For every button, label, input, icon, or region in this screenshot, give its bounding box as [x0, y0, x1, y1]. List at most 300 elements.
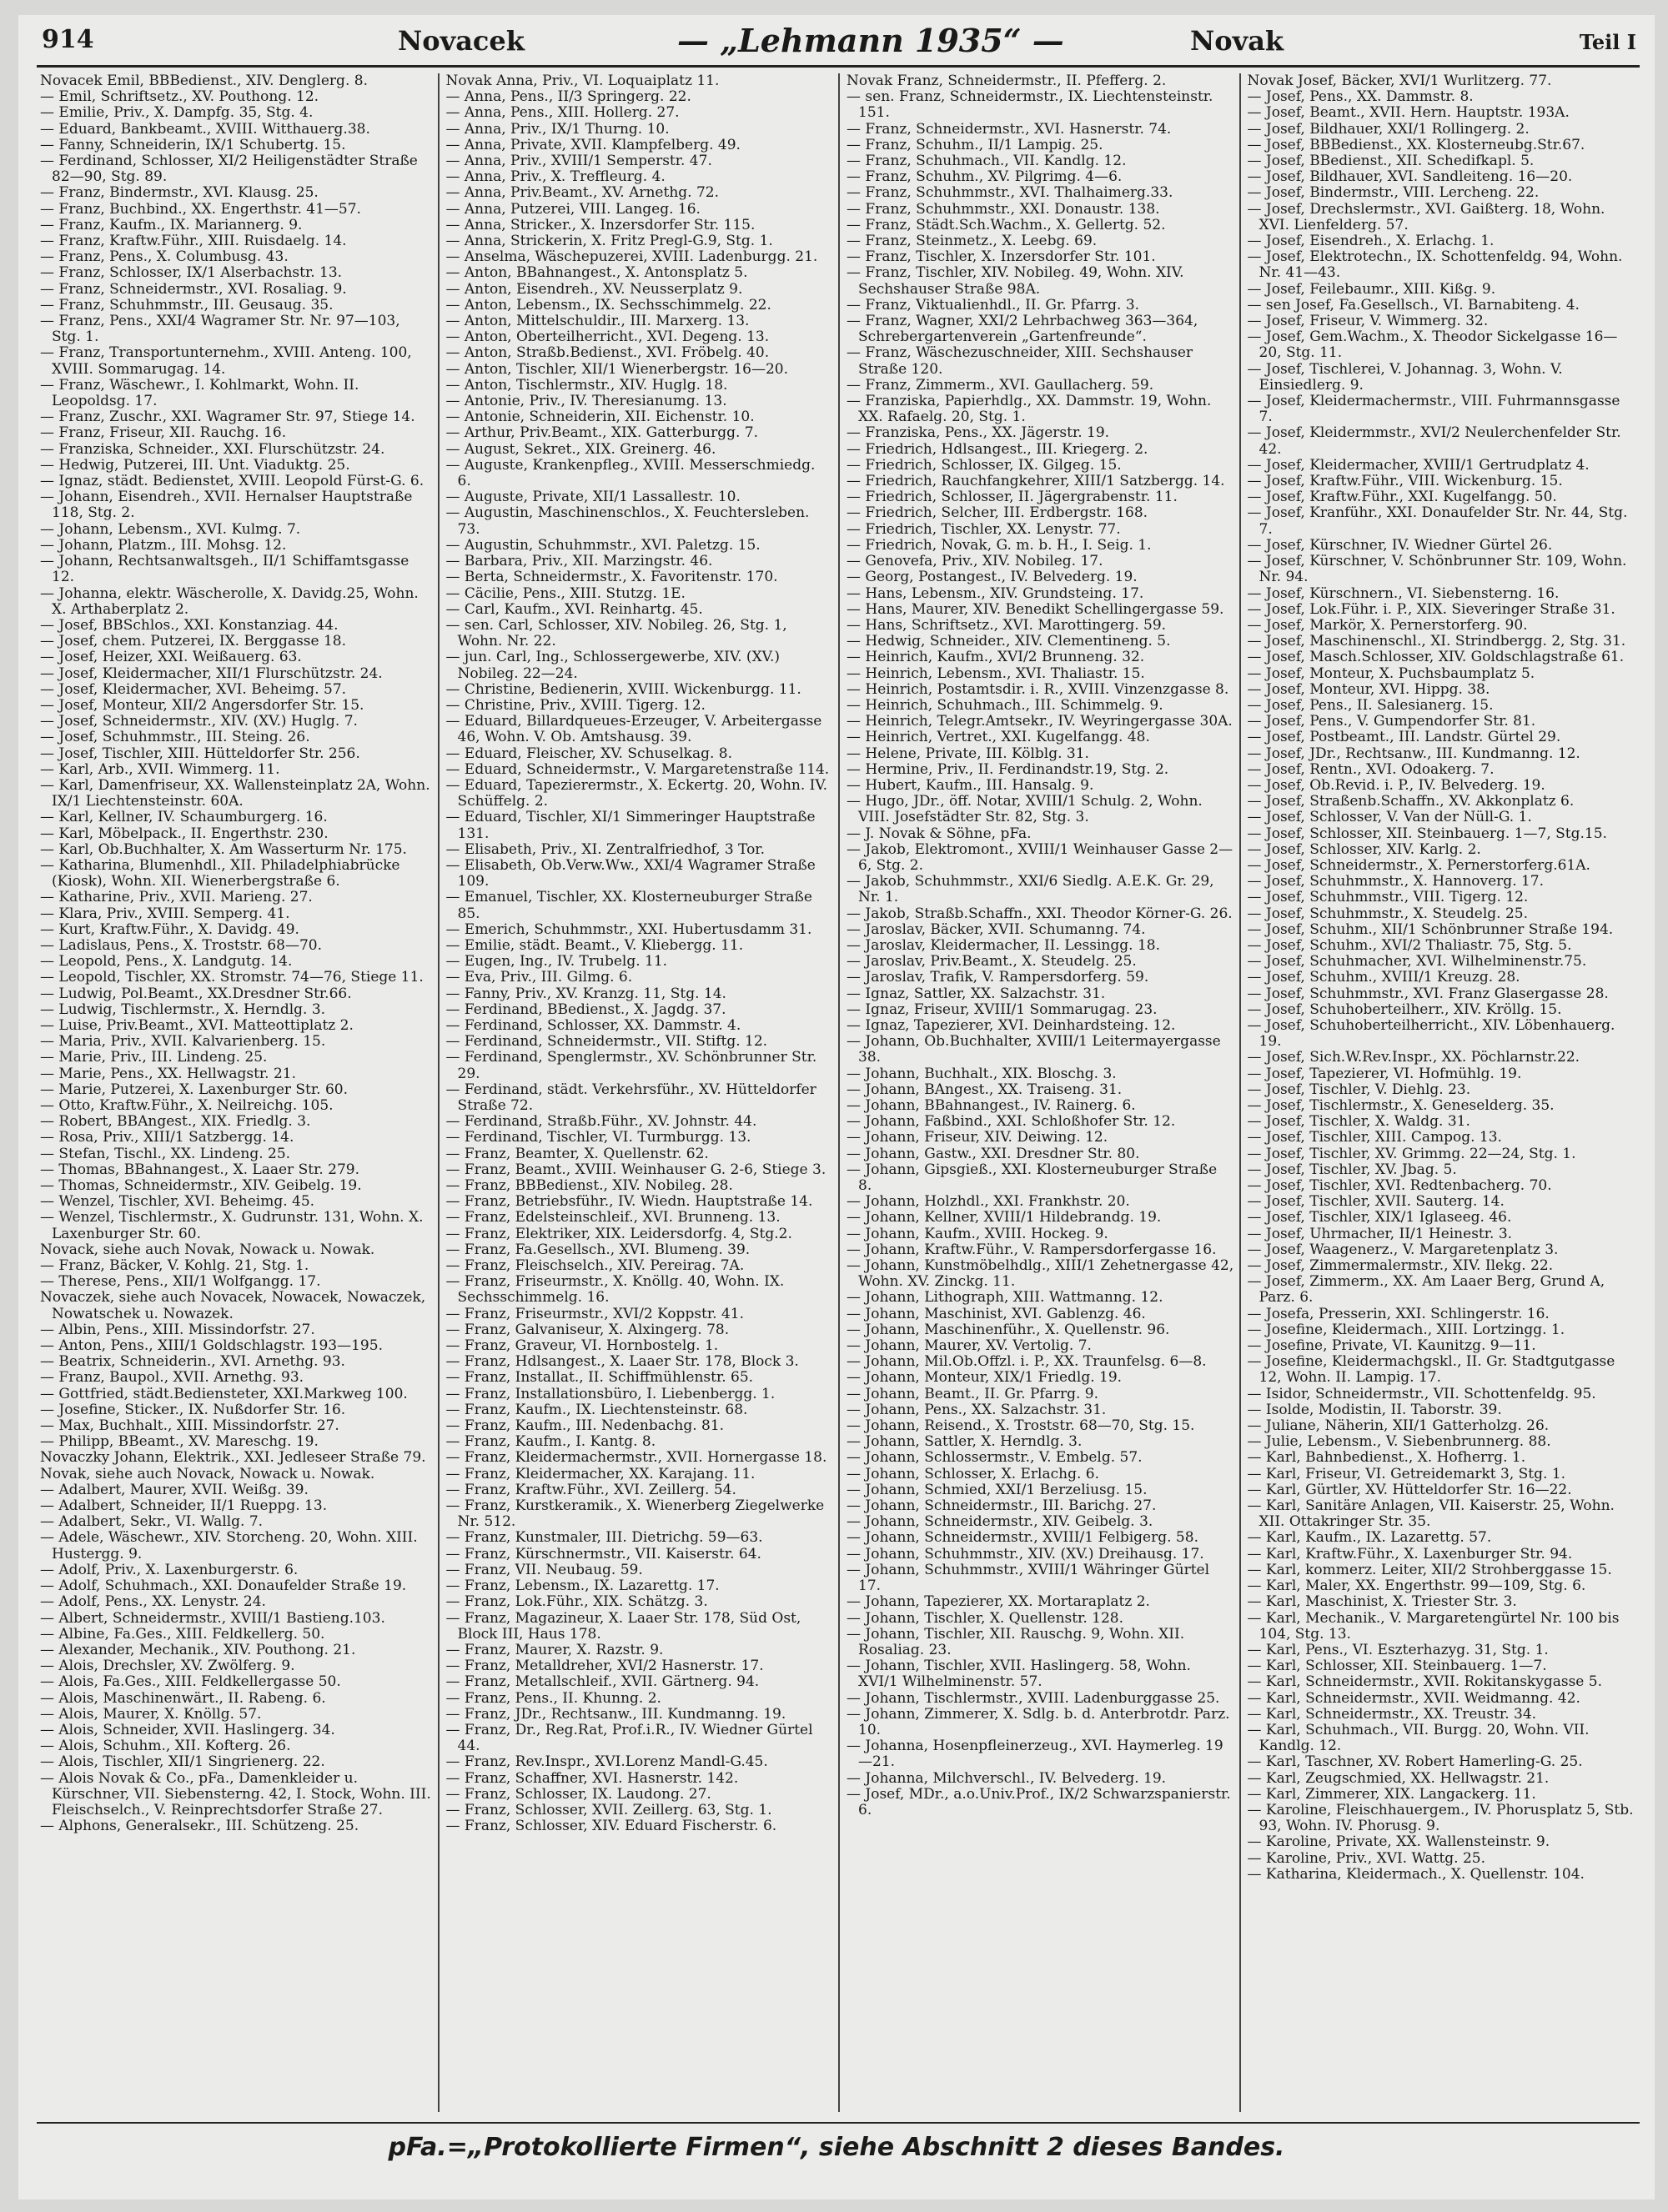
directory-entry: — Johann, Schneidermstr., XVIII/1 Felbigerg. 58.: [847, 1529, 1198, 1547]
directory-entry: — Karl, Sanitäre Anlagen, VII. Kaiserstr. 25, Wohn. XII. Ottakringer Str. 35.: [1247, 1497, 1615, 1531]
directory-entry: — Josef, Tischler, XV. Grimmg. 22—24, Stg. 1.: [1247, 1145, 1576, 1162]
directory-entry: — Alphons, Generalsekr., III. Schützeng. 25.: [40, 1818, 359, 1835]
directory-entry: — Johann, Kunstmöbelhdlg., XIII/1 Zehetnergasse 42, Wohn. XV. Zinckg. 11.: [847, 1257, 1234, 1291]
directory-entry: — Johann, Friseur, XIV. Deiwing. 12.: [847, 1129, 1108, 1146]
directory-entry: — Franz, Transportunternehm., XVIII. Anteng. 100, XVIII. Sommarugag. 14.: [40, 344, 412, 378]
directory-entry: — Gottfried, städt.Bediensteter, XXI.Markweg 100.: [40, 1385, 408, 1402]
directory-entry: Novacek Emil, BBBedienst., XIV. Denglerg. 8.: [40, 73, 368, 89]
directory-entry: — Josef, Schuhoberteilherr., XIV. Kröllg. 15.: [1247, 1001, 1562, 1018]
directory-entry: — Thomas, Schneidermstr., XIV. Geibelg. 19.: [40, 1177, 362, 1195]
directory-entry: — Franz, Schneidermstr., XVI. Rosaliag. 9.: [40, 280, 347, 298]
directory-entry: — Franz, Bindermstr., XVI. Klausg. 25.: [40, 184, 319, 202]
directory-entry: — Anton, Tischlermstr., XIV. Huglg. 18.: [445, 376, 728, 394]
directory-entry: — Ignaz, städt. Bedienstet, XVIII. Leopold Fürst-G. 6.: [40, 473, 425, 490]
directory-entry: — Franz, Fa.Gesellsch., XVI. Blumeng. 39.: [445, 1241, 751, 1258]
directory-entry: — Jakob, Elektromont., XVIII/1 Weinhauser Gasse 2—6, Stg. 2.: [847, 840, 1233, 874]
directory-entry: — Eduard, Fleischer, XV. Schuselkag. 8.: [445, 745, 732, 762]
directory-entry: — Johanna, elektr. Wäscherolle, X. Davidg.25, Wohn. X. Arthaberplatz 2.: [40, 584, 419, 618]
directory-entry: — Johann, Tischler, XII. Rauschg. 9, Wohn. XII. Rosaliag. 23.: [847, 1625, 1185, 1658]
directory-entry: — Josef, Uhrmacher, II/1 Heinestr. 3.: [1247, 1225, 1513, 1242]
column-4: [1239, 73, 1640, 2112]
directory-entry: — Josef, Masch.Schlosser, XIV. Goldschlagstraße 61.: [1247, 649, 1625, 666]
directory-entry: — Emanuel, Tischler, XX. Klosterneuburger Straße 85.: [445, 889, 812, 922]
directory-entry: Novak Josef, Bäcker, XVI/1 Wurlitzerg. 77.: [1247, 73, 1552, 89]
directory-entry: — Cäcilie, Pens., XIII. Stutzg. 1E.: [445, 584, 686, 602]
directory-entry: — Josef, Tischler, XVI. Redtenbacherg. 70.: [1247, 1177, 1552, 1195]
directory-entry: — Anton, Eisendreh., XV. Neusserplatz 9.: [445, 280, 743, 298]
directory-entry: — Josef, Elektrotechn., IX. Schottenfeldg. 94, Wohn. Nr. 41—43.: [1247, 248, 1623, 282]
directory-entry: — Eduard, Schneidermstr., V. Margaretenstraße 114.: [445, 760, 830, 778]
directory-entry: — Franz, Kaufm., I. Kantg. 8.: [445, 1433, 656, 1451]
directory-entry: — Jaroslav, Bäcker, XVII. Schumanng. 74.: [847, 920, 1146, 938]
directory-entry: — Jakob, Schuhmmstr., XXI/6 Siedlg. A.E.K. Gr. 29, Nr. 1.: [847, 873, 1214, 906]
directory-entry: — Katharine, Priv., XVII. Marieng. 27.: [40, 889, 313, 906]
directory-entry: — Franz, Beamter, X. Quellenstr. 62.: [445, 1145, 709, 1162]
directory-entry: — Therese, Pens., XII/1 Wolfgangg. 17.: [40, 1273, 321, 1291]
directory-entry: — Karl, Kraftw.Führ., X. Laxenburger Str. 94.: [1247, 1545, 1573, 1562]
directory-entry: — Johann, Pens., XX. Salzachstr. 31.: [847, 1401, 1107, 1418]
directory-entry: — Josef, Bildhauer, XVI. Sandleiteng. 16—20.: [1247, 168, 1573, 186]
directory-entry: — Augustin, Maschinenschlos., X. Feuchtersleben. 73.: [445, 504, 810, 538]
directory-entry: — Jaroslav, Kleidermacher, II. Lessingg. 18.: [847, 936, 1160, 954]
directory-entry: — Franz, Steinmetz., X. Leebg. 69.: [847, 233, 1098, 250]
directory-entry: — Franz, Schuhm., II/1 Lampig. 25.: [847, 136, 1103, 153]
directory-entry: — Josef, Bildhauer, XXI/1 Rollingerg. 2.: [1247, 120, 1530, 138]
directory-entry: — Eduard, Tapezierermstr., X. Eckertg. 20, Wohn. IV. Schüffelg. 2.: [445, 776, 828, 810]
directory-entry: — Josef, MDr., a.o.Univ.Prof., IX/2 Schwarzspanierstr. 6.: [847, 1785, 1231, 1818]
directory-entry: — Johann, Maurer, XV. Vertolig. 7.: [847, 1337, 1092, 1355]
directory-entry: — sen. Carl, Schlosser, XIV. Nobileg. 26, Stg. 1, Wohn. Nr. 22.: [445, 616, 787, 650]
directory-entry: — Anna, Priv., XVIII/1 Semperstr. 47.: [445, 153, 712, 170]
directory-entry: — Karl, Zimmerer, XIX. Langackerg. 11.: [1247, 1785, 1536, 1803]
directory-entry: — Franz, Zimmerm., XVI. Gaullacherg. 59.: [847, 376, 1154, 394]
directory-entry: — Alois, Drechsler, XV. Zwölferg. 9.: [40, 1658, 295, 1675]
directory-entry: — Friedrich, Rauchfangkehrer, XIII/1 Satzbergg. 14.: [847, 473, 1225, 490]
directory-entry: — Karl, Taschner, XV. Robert Hamerling-G. 25.: [1247, 1753, 1583, 1771]
directory-entry: — Josef, Tischlerei, V. Johannag. 3, Wohn. V. Einsiedlerg. 9.: [1247, 360, 1563, 394]
directory-entry: — Anna, Priv., IX/1 Thurng. 10.: [445, 120, 670, 138]
directory-entry: — Arthur, Priv.Beamt., XIX. Gatterburgg. 7.: [445, 424, 758, 442]
directory-entry: — Katharina, Kleidermach., X. Quellenstr. 104.: [1247, 1865, 1585, 1883]
directory-entry: — Ferdinand, Straßb.Führ., XV. Johnstr. 44.: [445, 1113, 757, 1131]
column-1: [37, 73, 438, 2112]
directory-entry: — jun. Carl, Ing., Schlossergewerbe, XIV. (XV.) Nobileg. 22—24.: [445, 649, 781, 682]
directory-entry: — Franz, Maurer, X. Razstr. 9.: [445, 1641, 664, 1658]
header-rule: [37, 65, 1640, 68]
directory-entry: — Franz, Rev.Inspr., XVI.Lorenz Mandl-G.45.: [445, 1753, 768, 1771]
directory-entry: — Berta, Schneidermstr., X. Favoritenstr. 170.: [445, 569, 778, 586]
directory-entry: — Josef, Rentn., XVI. Odoakerg. 7.: [1247, 760, 1495, 778]
directory-entry: — Wenzel, Tischlermstr., X. Gudrunstr. 131, Wohn. X. Laxenburger Str. 60.: [40, 1209, 424, 1242]
directory-entry: — Johann, Gipsgieß., XXI. Klosterneuburger Straße 8.: [847, 1161, 1218, 1195]
directory-entry: — Josef, JDr., Rechtsanw., III. Kundmanng. 12.: [1247, 745, 1580, 762]
directory-entry: — Josef, Tischler, XIX/1 Iglaseeg. 46.: [1247, 1209, 1512, 1226]
directory-entry: — Anton, BBahnangest., X. Antonsplatz 5.: [445, 264, 748, 282]
directory-entry: — Karl, Ob.Buchhalter, X. Am Wasserturm Nr. 175.: [40, 840, 407, 858]
directory-entry: — Johann, Gastw., XXI. Dresdner Str. 80.: [847, 1145, 1140, 1162]
directory-entry: — Josef, Gem.Wachm., X. Theodor Sickelgasse 16—20, Stg. 11.: [1247, 329, 1618, 362]
directory-entry: — Karl, Möbelpack., II. Engerthstr. 230.: [40, 825, 329, 842]
directory-entry: — Franz, JDr., Rechtsanw., III. Kundmanng. 19.: [445, 1705, 786, 1723]
directory-entry: — Franz, Friseurmstr., X. Knöllg. 40, Wohn. IX. Sechsschimmelg. 16.: [445, 1273, 785, 1307]
directory-entry: — Johann, Tapezierer, XX. Mortaraplatz 2.: [847, 1593, 1150, 1611]
directory-entry: — Josef, Markör, X. Pernerstorferg. 90.: [1247, 616, 1528, 634]
directory-entry: — Alois, Tischler, XII/1 Singrienerg. 22.: [40, 1753, 325, 1771]
directory-entry: — Anselma, Wäschepuzerei, XVIII. Ladenburgg. 21.: [445, 248, 818, 266]
directory-entry: — Josef, Tischlermstr., X. Geneselderg. 35.: [1247, 1097, 1555, 1114]
directory-entry: — Genovefa, Priv., XIV. Nobileg. 17.: [847, 553, 1103, 570]
directory-entry: — Hedwig, Schneider., XIV. Clementineng. 5.: [847, 633, 1171, 650]
directory-entry: — Karl, Maschinist, X. Triester Str. 3.: [1247, 1593, 1517, 1611]
directory-entry: — Anton, Oberteilherricht., XVI. Degeng. 13.: [445, 329, 770, 346]
directory-entry: — Adolf, Priv., X. Laxenburgerstr. 6.: [40, 1561, 299, 1578]
directory-entry: — Josef, BBSchlos., XXI. Konstanziag. 44.: [40, 616, 339, 634]
directory-entry: — Franz, Wagner, XXI/2 Lehrbachweg 363—364, Schrebergartenverein „Gartenfreunde“.: [847, 313, 1198, 346]
directory-entry: — Josef, Kleidermacher, XII/1 Flurschützstr. 24.: [40, 665, 383, 682]
directory-entry: — Franz, Schlosser, IX/1 Alserbachstr. 13.: [40, 264, 343, 282]
directory-entry: — Franz, Schuhm., XV. Pilgrimg. 4—6.: [847, 168, 1123, 186]
column-2: [438, 73, 839, 2112]
directory-entry: — Alois, Maschinenwärt., II. Rabeng. 6.: [40, 1689, 326, 1707]
directory-entry: — Ludwig, Pol.Beamt., XX.Dresdner Str.66.: [40, 985, 352, 1002]
directory-entry: — Josefine, Kleidermachgskl., II. Gr. Stadtgutgasse 12, Wohn. II. Lampig. 17.: [1247, 1353, 1615, 1387]
publication-title: — „Lehmann 1935“ —: [677, 22, 1064, 59]
directory-entry: — J. Novak & Söhne, pFa.: [847, 825, 1032, 842]
directory-entry: — Anna, Priv., X. Treffleurg. 4.: [445, 168, 666, 186]
directory-entry: — Isidor, Schneidermstr., VII. Schottenfeldg. 95.: [1247, 1385, 1596, 1402]
directory-entry: — Johann, Mil.Ob.Offzl. i. P., XX. Traunfelsg. 6—8.: [847, 1353, 1207, 1371]
directory-entry: — Johann, Kraftw.Führ., V. Rampersdorfergasse 16.: [847, 1241, 1217, 1258]
directory-entry: — Josef, Monteur, XII/2 Angersdorfer Str. 15.: [40, 696, 364, 714]
directory-entry: — Josef, Schuhmmstr., VIII. Tigerg. 12.: [1247, 889, 1529, 906]
directory-entry: Novaczek, siehe auch Novacek, Nowacek, Nowaczek, Nowatschek u. Nowazek.: [40, 1289, 426, 1322]
directory-entry: — Katharina, Blumenhdl., XII. Philadelphiabrücke (Kiosk), Wohn. XII. Wienerbergstraße 6.: [40, 856, 400, 890]
directory-entry: — Josef, Schuhm., XVIII/1 Kreuzg. 28.: [1247, 969, 1520, 986]
directory-entry: — Leopold, Pens., X. Landgutg. 14.: [40, 953, 293, 971]
directory-entry: — Josef, chem. Putzerei, IX. Berggasse 18.: [40, 633, 347, 650]
directory-entry: — Heinrich, Lebensm., XVI. Thaliastr. 15.: [847, 665, 1145, 682]
directory-entry: — Franz, Städt.Sch.Wachm., X. Gellertg. 52.: [847, 216, 1166, 233]
directory-entry: — Emilie, Priv., X. Dampfg. 35, Stg. 4.: [40, 104, 314, 122]
directory-entry: — Franz, Kürschnermstr., VII. Kaiserstr. 64.: [445, 1545, 761, 1562]
directory-entry: — Elisabeth, Priv., XI. Zentralfriedhof, 3 Tor.: [445, 840, 765, 858]
directory-entry: — Franz, Beamt., XVIII. Weinhauser G. 2-6, Stiege 3.: [445, 1161, 826, 1178]
directory-entry: — Johann, Schuhmmstr., XIV. (XV.) Dreihausg. 17.: [847, 1545, 1204, 1562]
directory-entry: — Alois, Fa.Ges., XIII. Feldkellergasse 50.: [40, 1673, 341, 1691]
directory-entry: — Franz, Schaffner, XVI. Hasnerstr. 142.: [445, 1769, 739, 1787]
directory-entry: — Karl, Schneidermstr., XVII. Weidmanng. 42.: [1247, 1689, 1580, 1707]
directory-entry: — Josef, Tapezierer, VI. Hofmühlg. 19.: [1247, 1065, 1522, 1082]
directory-entry: — Franz, Bäcker, V. Kohlg. 21, Stg. 1.: [40, 1257, 309, 1275]
directory-entry: — Johann, Schuhmmstr., XVIII/1 Währinger Gürtel 17.: [847, 1561, 1210, 1595]
directory-entry: — Robert, BBAngest., XIX. Friedlg. 3.: [40, 1113, 311, 1131]
directory-entry: — Josef, Schuhoberteilherricht., XIV. Löbenhauerg. 19.: [1247, 1016, 1615, 1051]
directory-entry: — Christine, Priv., XVIII. Tigerg. 12.: [445, 696, 706, 714]
directory-entry: — Ferdinand, Schlosser, XX. Dammstr. 4.: [445, 1016, 741, 1034]
directory-entry: — Johann, Platzm., III. Mohsg. 12.: [40, 536, 287, 554]
directory-entry: — Josef, Kürschnern., VI. Siebensterng. 16.: [1247, 584, 1560, 602]
directory-entry: — Anton, Mittelschuldir., III. Marxerg. 13.: [445, 313, 750, 330]
directory-entry: — Maria, Priv., XVII. Kalvarienberg. 15.: [40, 1033, 326, 1051]
footer-note: pFa.=„Protokollierte Firmen“, siehe Abschnitt 2 dieses Bandes.: [388, 2133, 1285, 2162]
directory-entry: — Alois, Schneider, XVII. Haslingerg. 34.: [40, 1721, 335, 1738]
directory-entry: — Friedrich, Tischler, XX. Lenystr. 77.: [847, 520, 1121, 538]
directory-entry: — Friedrich, Hdlsangest., III. Kriegerg. 2.: [847, 440, 1148, 458]
directory-entry: — Franz, Baupol., XVII. Arnethg. 93.: [40, 1369, 304, 1387]
directory-entry: — Franz, Tischler, X. Inzersdorfer Str. 101.: [847, 248, 1156, 266]
directory-entry: — Anna, Pens., XIII. Hollerg. 27.: [445, 104, 680, 122]
directory-entry: — Karl, Arb., XVII. Wimmerg. 11.: [40, 760, 280, 778]
part-label: Teil I: [1579, 30, 1636, 54]
directory-entry: — Julie, Lebensm., V. Siebenbrunnerg. 88.: [1247, 1433, 1551, 1451]
directory-entry: — Josef, Kleidermmstr., XVI/2 Neulerchenfelder Str. 42.: [1247, 424, 1621, 458]
directory-entry: — Johann, Kaufm., XVIII. Hockeg. 9.: [847, 1225, 1108, 1242]
directory-entry: — Franz, Kaufm., III. Nedenbachg. 81.: [445, 1417, 725, 1435]
directory-entry: — Josef, Beamt., XVII. Hern. Hauptstr. 193A.: [1247, 104, 1570, 122]
directory-entry: — Johann, Tischler, X. Quellenstr. 128.: [847, 1609, 1123, 1627]
directory-entry: — Anna, Stricker., X. Inzersdorfer Str. 115.: [445, 216, 756, 233]
directory-entry: — Josef, Lok.Führ. i. P., XIX. Sieveringer Straße 31.: [1247, 600, 1615, 618]
directory-entry: — Karl, Damenfriseur, XX. Wallensteinplatz 2A, Wohn. IX/1 Liechtensteinstr. 60A.: [40, 776, 430, 810]
directory-entry: — Friedrich, Novak, G. m. b. H., I. Seig. 1.: [847, 536, 1152, 554]
directory-entry: — Franz, Friseur, XII. Rauchg. 16.: [40, 424, 287, 442]
directory-entry: — Franz, Wäschewr., I. Kohlmarkt, Wohn. II. Leopoldsg. 17.: [40, 376, 359, 410]
directory-entry: — Eduard, Billardqueues-Erzeuger, V. Arbeitergasse 46, Wohn. V. Ob. Amtshausg. 39.: [445, 713, 822, 746]
directory-entry: — Jaroslav, Trafik, V. Rampersdorferg. 59.: [847, 969, 1149, 986]
directory-entry: — Johann, Sattler, X. Herndlg. 3.: [847, 1433, 1083, 1451]
directory-entry: — Emil, Schriftsetz., XV. Pouthong. 12.: [40, 88, 319, 106]
directory-entry: — Hedwig, Putzerei, III. Unt. Viaduktg. 25.: [40, 456, 350, 474]
directory-page: [18, 15, 1655, 2199]
directory-entry: — Josef, Heizer, XXI. Weißauerg. 63.: [40, 649, 302, 666]
directory-entry: — Franz, Schuhmmstr., XVI. Thalhaimerg.33.: [847, 184, 1173, 202]
directory-entry: — Josef, Schuhm., XVI/2 Thaliastr. 75, Stg. 5.: [1247, 936, 1572, 954]
directory-entry: — Johann, Schneidermstr., III. Barichg. 27.: [847, 1497, 1157, 1515]
directory-entry: — sen Josef, Fa.Gesellsch., VI. Barnabiteng. 4.: [1247, 296, 1580, 313]
directory-entry: — Ignaz, Tapezierer, XVI. Deinhardsteing. 12.: [847, 1016, 1176, 1034]
directory-entry: — Franz, Schlosser, XVII. Zeillerg. 63, Stg. 1.: [445, 1801, 772, 1818]
directory-entry: — Johann, Reisend., X. Troststr. 68—70, Stg. 15.: [847, 1417, 1195, 1435]
directory-entry: — Josef, Kleidermacher, XVI. Beheimg. 57.: [40, 680, 347, 698]
directory-entry: — Franz, Viktualienhdl., II. Gr. Pfarrg. 3.: [847, 296, 1140, 313]
directory-entry: — Josef, Tischler, XV. Jbag. 5.: [1247, 1161, 1457, 1178]
directory-entry: — Franz, Pens., XXI/4 Wagramer Str. Nr. 97—103, Stg. 1.: [40, 313, 400, 346]
right-running-head: Novak: [1190, 25, 1284, 57]
directory-entry: — Alois Novak & Co., pFa., Damenkleider u. Kürschner, VII. Siebensterng. 42, I. Stock, Wohn. III. Fleischselch., V. Reinprechtsdorfer Straße 27.: [40, 1769, 431, 1818]
directory-entry: — Josef, Schuhmmstr., III. Steing. 26.: [40, 729, 310, 746]
directory-entry: Novaczky Johann, Elektrik., XXI. Jedleseer Straße 79.: [40, 1449, 426, 1467]
directory-entry: — Josef, Friseur, V. Wimmerg. 32.: [1247, 313, 1489, 330]
directory-entry: — Marie, Priv., III. Lindeng. 25.: [40, 1049, 268, 1066]
directory-entry: — Franz, Kleidermachermstr., XVII. Hornergasse 18.: [445, 1449, 827, 1467]
directory-columns: [37, 73, 1640, 2112]
directory-entry: — Hermine, Priv., II. Ferdinandstr.19, Stg. 2.: [847, 760, 1169, 778]
directory-entry: — Franz, Kunstmaler, III. Dietrichg. 59—63.: [445, 1529, 763, 1547]
directory-entry: — Franz, Dr., Reg.Rat, Prof.i.R., IV. Wiedner Gürtel 44.: [445, 1721, 813, 1755]
directory-entry: — Karl, Bahnbedienst., X. Hofherrg. 1.: [1247, 1449, 1526, 1467]
directory-entry: — Johann, Maschinenführ., X. Quellenstr. 96.: [847, 1321, 1170, 1338]
directory-entry: — Josef, Schlosser, V. Van der Nüll-G. 1.: [1247, 809, 1532, 826]
directory-entry: — Franz, Kraftw.Führ., XVI. Zeillerg. 54.: [445, 1481, 736, 1498]
directory-entry: — Albin, Pens., XIII. Missindorfstr. 27.: [40, 1321, 315, 1338]
directory-entry: — Georg, Postangest., IV. Belvederg. 19.: [847, 569, 1138, 586]
directory-entry: — Elisabeth, Ob.Verw.Ww., XXI/4 Wagramer Straße 109.: [445, 856, 816, 890]
directory-entry: — Helene, Private, III. Kölblg. 31.: [847, 745, 1089, 762]
directory-entry: — Adalbert, Schneider, II/1 Rueppg. 13.: [40, 1497, 328, 1515]
directory-entry: — Franz, Kleidermacher, XX. Karajang. 11.: [445, 1465, 756, 1482]
directory-entry: — Karoline, Private, XX. Wallensteinstr. 9.: [1247, 1833, 1550, 1851]
directory-entry: Novak Franz, Schneidermstr., II. Pfefferg. 2.: [847, 73, 1167, 89]
directory-entry: — Karl, Kaufm., IX. Lazarettg. 57.: [1247, 1529, 1492, 1547]
directory-entry: — Franz, Wäschezuschneider, XIII. Sechshauser Straße 120.: [847, 344, 1193, 378]
directory-entry: — Klara, Priv., XVIII. Semperg. 41.: [40, 905, 290, 922]
page-number: 914: [42, 25, 94, 54]
directory-entry: — Adele, Wäschewr., XIV. Storcheng. 20, Wohn. XIII. Hustergg. 9.: [40, 1529, 418, 1562]
directory-entry: — Franziska, Papierhdlg., XX. Dammstr. 19, Wohn. XX. Rafaelg. 20, Stg. 1.: [847, 393, 1212, 426]
directory-entry: — Ferdinand, städt. Verkehrsführ., XV. Hütteldorfer Straße 72.: [445, 1081, 816, 1114]
directory-entry: — Ignaz, Friseur, XVIII/1 Sommarugag. 23.: [847, 1001, 1158, 1018]
directory-entry: — Johanna, Hosenpfleinerzeug., XVI. Haymerleg. 19—21.: [847, 1738, 1223, 1771]
directory-entry: — Emerich, Schuhmmstr., XXI. Hubertusdamm 31.: [445, 920, 812, 938]
directory-entry: — Marie, Pens., XX. Hellwagstr. 21.: [40, 1065, 296, 1082]
directory-entry: — Anna, Pens., II/3 Springerg. 22.: [445, 88, 691, 106]
directory-entry: — sen. Franz, Schneidermstr., IX. Liechtensteinstr. 151.: [847, 88, 1213, 122]
directory-entry: — Fanny, Priv., XV. Kranzg. 11, Stg. 14.: [445, 985, 726, 1002]
directory-entry: — Eduard, Bankbeamt., XVIII. Witthauerg.38.: [40, 120, 370, 138]
directory-entry: — Emilie, städt. Beamt., V. Kliebergg. 11.: [445, 936, 744, 954]
directory-entry: — Auguste, Krankenpfleg., XVIII. Messerschmiedg. 6.: [445, 456, 816, 490]
directory-entry: — Josef, Monteur, XVI. Hippg. 38.: [1247, 680, 1490, 698]
directory-entry: — Johann, Faßbind., XXI. Schloßhofer Str. 12.: [847, 1113, 1176, 1131]
directory-entry: — Franz, Schlosser, XIV. Eduard Fischerstr. 6.: [445, 1818, 777, 1835]
directory-entry: — Josef, Kürschner, V. Schönbrunner Str. 109, Wohn. Nr. 94.: [1247, 553, 1627, 586]
directory-entry: — Anna, Strickerin, X. Fritz Pregl-G.9, Stg. 1.: [445, 233, 773, 250]
directory-entry: — Ferdinand, Tischler, VI. Turmburgg. 13.: [445, 1129, 751, 1146]
directory-entry: — Franz, Kraftw.Führ., XIII. Ruisdaelg. 14.: [40, 233, 347, 250]
directory-entry: — Franz, Magazineur, X. Laaer Str. 178, Süd Ost, Block III, Haus 178.: [445, 1609, 801, 1643]
directory-entry: — Carl, Kaufm., XVI. Reinhartg. 45.: [445, 600, 703, 618]
directory-entry: — Heinrich, Kaufm., XVI/2 Brunneng. 32.: [847, 649, 1145, 666]
directory-entry: — Rosa, Priv., XIII/1 Satzbergg. 14.: [40, 1129, 294, 1146]
directory-entry: — Adalbert, Maurer, XVII. Weißg. 39.: [40, 1481, 309, 1498]
directory-entry: — Max, Buchhalt., XIII. Missindorfstr. 27.: [40, 1417, 339, 1435]
directory-entry: — Alois, Schuhm., XII. Kofterg. 26.: [40, 1738, 291, 1755]
directory-entry: — Johann, Buchhalt., XIX. Bloschg. 3.: [847, 1065, 1117, 1082]
directory-entry: — Josef, Pens., II. Salesianerg. 15.: [1247, 696, 1494, 714]
directory-entry: — Anna, Priv.Beamt., XV. Arnethg. 72.: [445, 184, 719, 202]
directory-entry: — Antonie, Priv., IV. Theresianumg. 13.: [445, 393, 727, 410]
directory-entry: — Albine, Fa.Ges., XIII. Feldkellerg. 50.: [40, 1625, 325, 1643]
directory-entry: — Anton, Straßb.Bedienst., XVI. Fröbelg. 40.: [445, 344, 770, 362]
directory-entry: — Albert, Schneidermstr., XVIII/1 Bastieng.103.: [40, 1609, 385, 1627]
directory-entry: — Kurt, Kraftw.Führ., X. Davidg. 49.: [40, 920, 299, 938]
directory-entry: — Anton, Pens., XIII/1 Goldschlagstr. 193—195.: [40, 1337, 383, 1355]
directory-entry: — Johann, Schneidermstr., XIV. Geibelg. 3.: [847, 1513, 1153, 1531]
directory-entry: — Hubert, Kaufm., III. Hansalg. 9.: [847, 776, 1094, 794]
directory-entry: — Ignaz, Sattler, XX. Salzachstr. 31.: [847, 985, 1106, 1002]
directory-entry: — Josef, Ob.Revid. i. P., IV. Belvederg. 19.: [1247, 776, 1545, 794]
directory-entry: — Fanny, Schneiderin, IX/1 Schubertg. 15.: [40, 136, 346, 153]
directory-entry: — Franz, Installat., II. Schiffmühlenstr. 65.: [445, 1369, 754, 1387]
directory-entry: — Karl, Kellner, IV. Schaumburgerg. 16.: [40, 809, 328, 826]
directory-entry: — Josef, Tischler, XIII. Campog. 13.: [1247, 1129, 1502, 1146]
directory-entry: — Johann, Beamt., II. Gr. Pfarrg. 9.: [847, 1385, 1099, 1402]
directory-entry: — Josefa, Presserin, XXI. Schlingerstr. 16.: [1247, 1305, 1550, 1322]
directory-entry: — Franz, Kaufm., IX. Mariannerg. 9.: [40, 216, 303, 233]
directory-entry: — Augustin, Schuhmmstr., XVI. Paletzg. 15.: [445, 536, 761, 554]
directory-entry: — Franziska, Pens., XX. Jägerstr. 19.: [847, 424, 1110, 442]
left-running-head: Novacek: [398, 25, 525, 57]
directory-entry: — Stefan, Tischl., XX. Lindeng. 25.: [40, 1145, 291, 1162]
directory-entry: — Josefine, Sticker., IX. Nußdorfer Str. 16.: [40, 1401, 346, 1418]
directory-entry: — Josef, Sich.W.Rev.Inspr., XX. Pöchlarnstr.22.: [1247, 1049, 1580, 1066]
directory-entry: — Josef, Kraftw.Führ., VIII. Wickenburg. 15.: [1247, 473, 1563, 490]
directory-entry: — Karl, Mechanik., V. Margaretengürtel Nr. 100 bis 104, Stg. 13.: [1247, 1609, 1620, 1643]
directory-entry: — Friedrich, Schlosser, IX. Gilgeg. 15.: [847, 456, 1122, 474]
directory-entry: — Franz, Graveur, VI. Hornbostelg. 1.: [445, 1337, 719, 1355]
directory-entry: — Franz, VII. Neubaug. 59.: [445, 1561, 643, 1578]
directory-entry: — Wenzel, Tischler, XVI. Beheimg. 45.: [40, 1193, 315, 1211]
directory-entry: — Karl, Schneidermstr., XX. Treustr. 34.: [1247, 1705, 1537, 1723]
directory-entry: — Jakob, Straßb.Schaffn., XXI. Theodor Körner-G. 26.: [847, 905, 1233, 922]
directory-entry: — Jaroslav, Priv.Beamt., X. Steudelg. 25.: [847, 953, 1137, 971]
directory-entry: — Josef, Maschinenschl., XI. Strindbergg. 2, Stg. 31.: [1247, 633, 1626, 650]
directory-entry: — Josef, Schlosser, XII. Steinbauerg. 1—7, Stg.15.: [1247, 825, 1607, 842]
directory-entry: — Josef, Pens., V. Gumpendorfer Str. 81.: [1247, 713, 1536, 730]
directory-entry: — Philipp, BBeamt., XV. Mareschg. 19.: [40, 1433, 319, 1451]
directory-entry: — Karl, Schneidermstr., XVII. Rokitanskygasse 5.: [1247, 1673, 1602, 1691]
directory-entry: — Josef, Schuhm., XII/1 Schönbrunner Straße 194.: [1247, 920, 1614, 938]
directory-entry: — Franz, BBBedienst., XIV. Nobileg. 28.: [445, 1177, 733, 1195]
directory-entry: — Karl, Schlosser, XII. Steinbauerg. 1—7.: [1247, 1658, 1547, 1675]
directory-entry: — Franz, Schlosser, IX. Laudong. 27.: [445, 1785, 711, 1803]
directory-entry: — Friedrich, Selcher, III. Erdbergstr. 168.: [847, 504, 1148, 522]
directory-entry: — Franz, Betriebsführ., IV. Wiedn. Hauptstraße 14.: [445, 1193, 813, 1211]
directory-entry: — Josef, Tischler, XIII. Hütteldorfer Str. 256.: [40, 745, 360, 762]
directory-entry: — Adolf, Pens., XX. Lenystr. 24.: [40, 1593, 266, 1611]
directory-entry: — Johann, Kellner, XVIII/1 Hildebrandg. 19.: [847, 1209, 1162, 1226]
directory-entry: — Ferdinand, Schneidermstr., VII. Stiftg. 12.: [445, 1033, 768, 1051]
directory-entry: — Otto, Kraftw.Führ., X. Neilreichg. 105.: [40, 1097, 334, 1114]
page-header: [18, 22, 1655, 63]
directory-entry: — Karoline, Priv., XVI. Wattg. 25.: [1247, 1849, 1486, 1867]
directory-entry: — Josef, Postbeamt., III. Landstr. Gürtel 29.: [1247, 729, 1561, 746]
directory-entry: — Josef, Straßenb.Schaffn., XV. Akkonplatz 6.: [1247, 793, 1575, 810]
directory-entry: — Adalbert, Sekr., VI. Wallg. 7.: [40, 1513, 264, 1531]
directory-entry: — Juliane, Näherin, XII/1 Gatterholzg. 26.: [1247, 1417, 1550, 1435]
directory-entry: — Adolf, Schuhmach., XXI. Donaufelder Straße 19.: [40, 1577, 407, 1595]
directory-entry: — Johanna, Milchverschl., IV. Belvederg. 19.: [847, 1769, 1167, 1787]
directory-entry: — Franziska, Schneider., XXI. Flurschützstr. 24.: [40, 440, 385, 458]
directory-entry: — Beatrix, Schneiderin., XVI. Arnethg. 93.: [40, 1353, 345, 1371]
directory-entry: — Franz, Pens., II. Khunng. 2.: [445, 1689, 661, 1707]
directory-entry: — Josef, Schuhmmstr., X. Hannoverg. 17.: [1247, 873, 1545, 890]
directory-entry: — Josef, BBBedienst., XX. Klosterneubg.Str.67.: [1247, 136, 1585, 153]
directory-entry: — Josef, Feilebaumr., XIII. Kißg. 9.: [1247, 280, 1496, 298]
directory-entry: — Franz, Installationsbüro, I. Liebenbergg. 1.: [445, 1385, 776, 1402]
directory-entry: — Thomas, BBahnangest., X. Laaer Str. 279.: [40, 1161, 359, 1178]
column-3: [838, 73, 1239, 2112]
directory-entry: — Hans, Maurer, XIV. Benedikt Schellingergasse 59.: [847, 600, 1224, 618]
directory-entry: — Eugen, Ing., IV. Trubelg. 11.: [445, 953, 668, 971]
directory-entry: — Isolde, Modistin, II. Taborstr. 39.: [1247, 1401, 1502, 1418]
directory-entry: — Franz, Buchbind., XX. Engerthstr. 41—57.: [40, 200, 361, 218]
directory-entry: — Ferdinand, BBedienst., X. Jagdg. 37.: [445, 1001, 726, 1018]
directory-entry: — Franz, Schuhmmstr., XXI. Donaustr. 138.: [847, 200, 1160, 218]
directory-entry: — Josef, Schuhmmstr., X. Steudelg. 25.: [1247, 905, 1529, 922]
directory-entry: — Johann, Lithograph, XIII. Wattmanng. 12.: [847, 1289, 1163, 1307]
directory-entry: — Johann, Holzhdl., XXI. Frankhstr. 20.: [847, 1193, 1130, 1211]
